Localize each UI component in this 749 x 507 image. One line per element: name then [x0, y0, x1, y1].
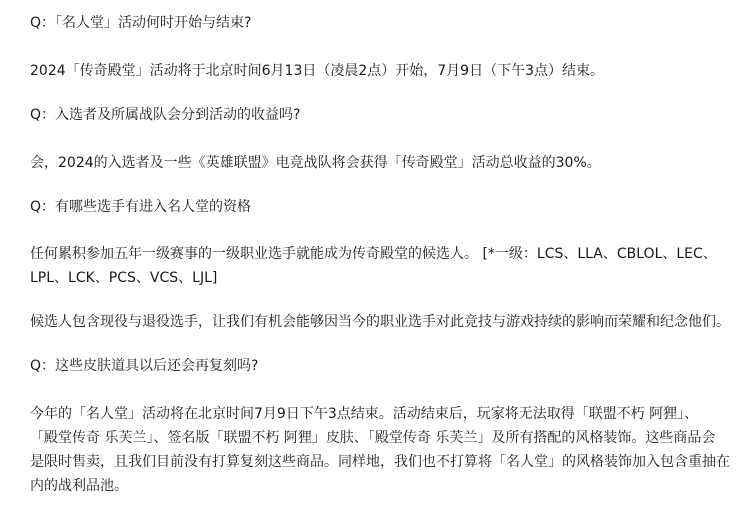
faq-answer-2-line-1: 会，2024的入选者及一些《英雄联盟》电竞战队将会获得「传奇殿堂」活动总收益的30%。	[30, 155, 601, 171]
faq-answer-4-line-3: 是限时售卖，且我们目前没有打算复刻这些商品。同样地，我们也不打算将「名人堂」的风格装饰加入包含重抽在	[30, 454, 730, 470]
faq-answer-4-line-2: 「殿堂传奇 乐芙兰」、签名版「联盟不朽 阿狸」皮肤、「殿堂传奇 乐芙兰」及所有搭配的风格装饰。这些商品会	[30, 430, 716, 446]
faq-question-3: Q：有哪些选手有进入名人堂的资格	[30, 199, 252, 215]
faq-question-1: Q：「名人堂」活动何时开始与结束?	[30, 15, 252, 31]
faq-answer-3-line-2: LPL、LCK、PCS、VCS、LJL]	[30, 270, 218, 286]
faq-answer-1-line-1: 2024「传奇殿堂」活动将于北京时间6月13日（凌晨2点）开始，7月9日（下午3点）结束。	[30, 63, 604, 79]
faq-answer-3-line-1: 任何累积参加五年一级赛事的一级职业选手就能成为传奇殿堂的候选人。 [*一级：LCS、LLA、CBLOL、LEC、	[30, 246, 717, 262]
faq-question-4: Q：这些皮肤道具以后还会再复刻吗?	[30, 358, 259, 374]
faq-answer-4-line-1: 今年的「名人堂」活动将在北京时间7月9日下午3点结束。活动结束后，玩家将无法取得「联盟不朽 阿狸」、	[30, 406, 699, 422]
faq-answer-3-line-4: 候选人包含现役与退役选手，让我们有机会能够因当今的职业选手对此竞技与游戏持续的影响而荣耀和纪念他们。	[30, 314, 730, 330]
faq-question-2: Q：入选者及所属战队会分到活动的收益吗?	[30, 107, 301, 123]
faq-answer-4-line-4: 内的战利品池。	[30, 478, 128, 494]
